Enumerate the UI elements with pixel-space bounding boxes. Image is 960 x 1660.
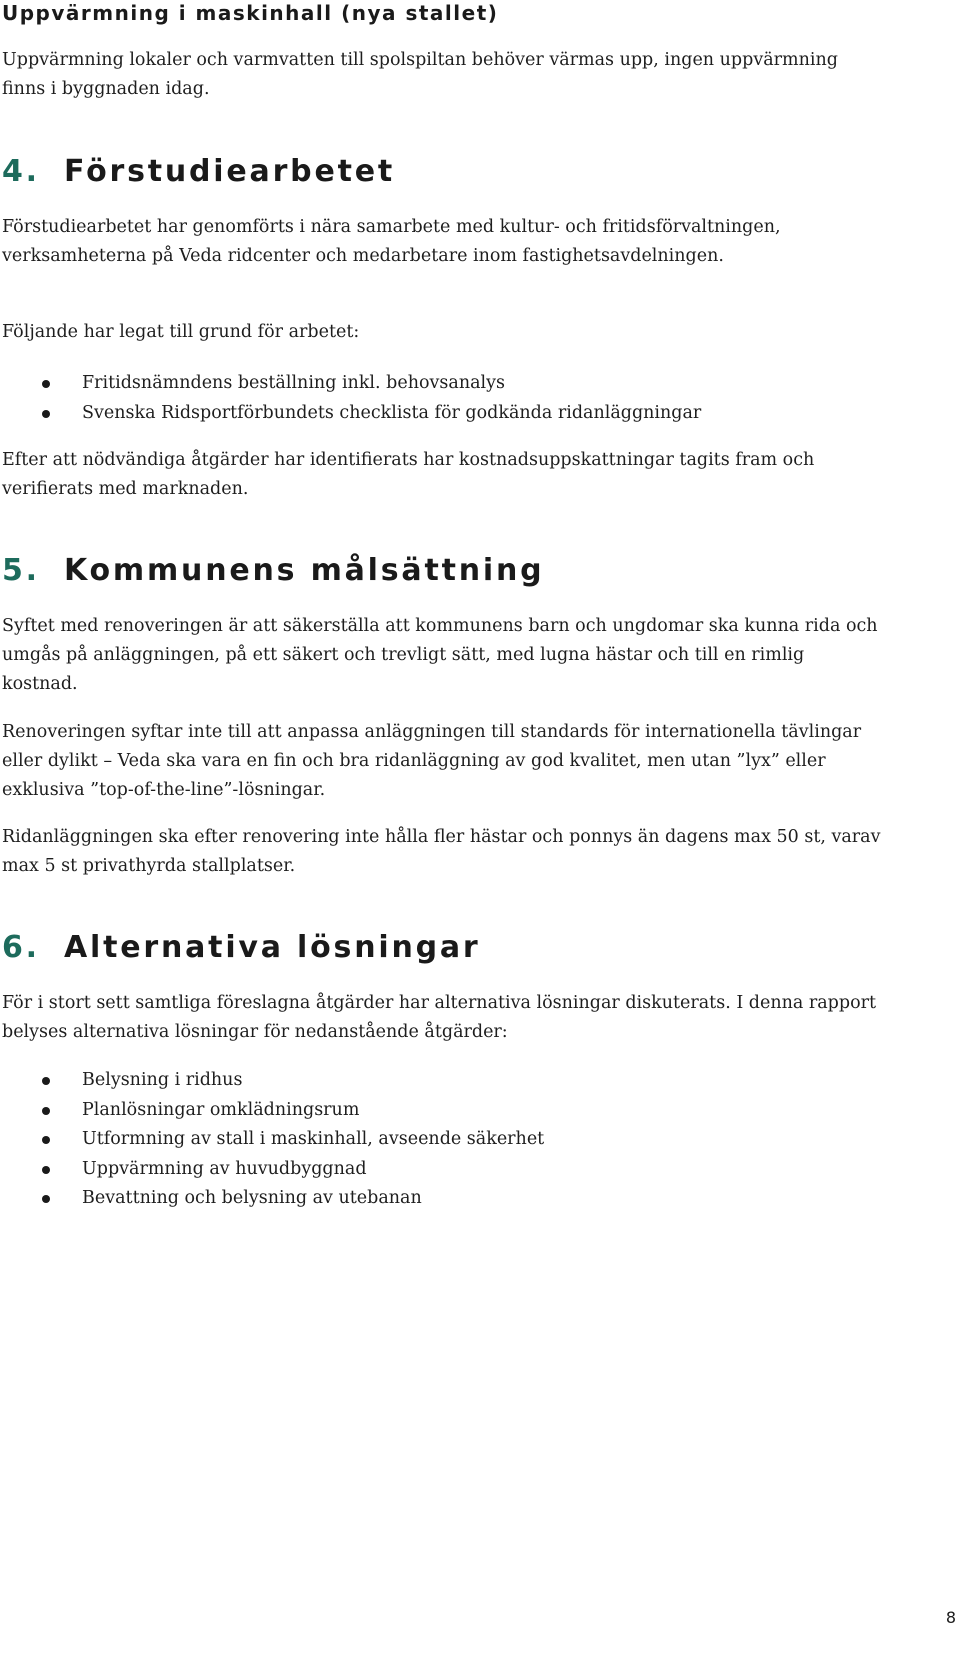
bullet-icon xyxy=(42,410,50,418)
section-4-paragraph-1: Förstudiearbetet har genomförts i nära samarbete med kultur- och fritidsförvaltningen, verksamheterna på Veda ridcenter och medarbetare inom fastighetsavdelningen. xyxy=(2,217,781,266)
section-5-paragraph-1: Syftet med renoveringen är att säkerställa att kommunens barn och ungdomar ska kunna rida och umgås på anläggningen, på ett säkert och trevligt sätt, med lugna hästar och till en rimlig kostnad. xyxy=(2,616,878,694)
bullet-icon xyxy=(42,1136,50,1144)
section-4-heading xyxy=(2,152,882,192)
section-5-paragraph-2-wrap xyxy=(2,718,882,805)
list-item: Utformning av stall i maskinhall, avseende säkerhet xyxy=(2,1125,882,1155)
section-heating xyxy=(2,0,882,26)
section-5-number: 5. xyxy=(2,553,40,588)
section-4-number: 4. xyxy=(2,154,40,189)
section-5-title: Kommunens målsättning xyxy=(64,553,545,588)
list-item: Uppvärmning av huvudbyggnad xyxy=(2,1155,882,1185)
section-5-heading xyxy=(2,551,882,591)
list-item: Belysning i ridhus xyxy=(2,1066,882,1096)
section-5-paragraph-2: Renoveringen syftar inte till att anpassa anläggningen till standards för internationella tävlingar eller dylikt – Veda ska vara en fin och bra ridanläggning av god kvalitet, men utan ”lyx” eller exklusiva ”top-of-the-line”-lösningar. xyxy=(2,722,862,800)
section-5-paragraph-3-wrap xyxy=(2,823,882,881)
section-4-bullet-list xyxy=(2,369,882,428)
section-6-heading xyxy=(2,928,882,968)
section-4-paragraph-1-wrap xyxy=(2,213,882,271)
section-6-paragraph-1-wrap xyxy=(2,989,882,1047)
section-4-paragraph-3-wrap xyxy=(2,446,882,504)
section-4-paragraph-3: Efter att nödvändiga åtgärder har identifierats har kostnadsuppskattningar tagits fram och verifierats med marknaden. xyxy=(2,450,815,499)
section-6-title: Alternativa lösningar xyxy=(64,930,481,965)
page-number: 8 xyxy=(945,1608,956,1627)
section-4-title: Förstudiearbetet xyxy=(64,154,396,189)
list-item: Fritidsnämndens beställning inkl. behovsanalys xyxy=(2,369,882,399)
list-item: Svenska Ridsportförbundets checklista för godkända ridanläggningar xyxy=(2,399,882,429)
section-heating-paragraph: Uppvärmning lokaler och varmvatten till spolspiltan behöver värmas upp, ingen uppvärmning finns i byggnaden idag. xyxy=(2,50,838,99)
bullet-icon xyxy=(42,1077,50,1085)
section-heating-heading: Uppvärmning i maskinhall (nya stallet) xyxy=(2,1,499,25)
bullet-icon xyxy=(42,380,50,388)
section-6-paragraph-1: För i stort sett samtliga föreslagna åtgärder har alternativa lösningar diskuterats. I denna rapport belyses alternativa lösningar för nedanstående åtgärder: xyxy=(2,993,877,1042)
section-6-bullet-list xyxy=(2,1066,882,1214)
section-5-paragraph-3: Ridanläggningen ska efter renovering inte hålla fler hästar och ponnys än dagens max 50 st, varav max 5 st privathyrda stallplatser. xyxy=(2,827,881,876)
list-item: Planlösningar omklädningsrum xyxy=(2,1096,882,1126)
bullet-icon xyxy=(42,1195,50,1203)
section-5-paragraph-1-wrap xyxy=(2,612,882,699)
section-heating-body xyxy=(2,46,882,104)
section-4-paragraph-2-wrap xyxy=(2,318,882,347)
list-item: Bevattning och belysning av utebanan xyxy=(2,1184,882,1214)
bullet-icon xyxy=(42,1166,50,1174)
bullet-icon xyxy=(42,1107,50,1115)
section-6-number: 6. xyxy=(2,930,40,965)
section-4-paragraph-2: Följande har legat till grund för arbetet: xyxy=(2,322,360,342)
